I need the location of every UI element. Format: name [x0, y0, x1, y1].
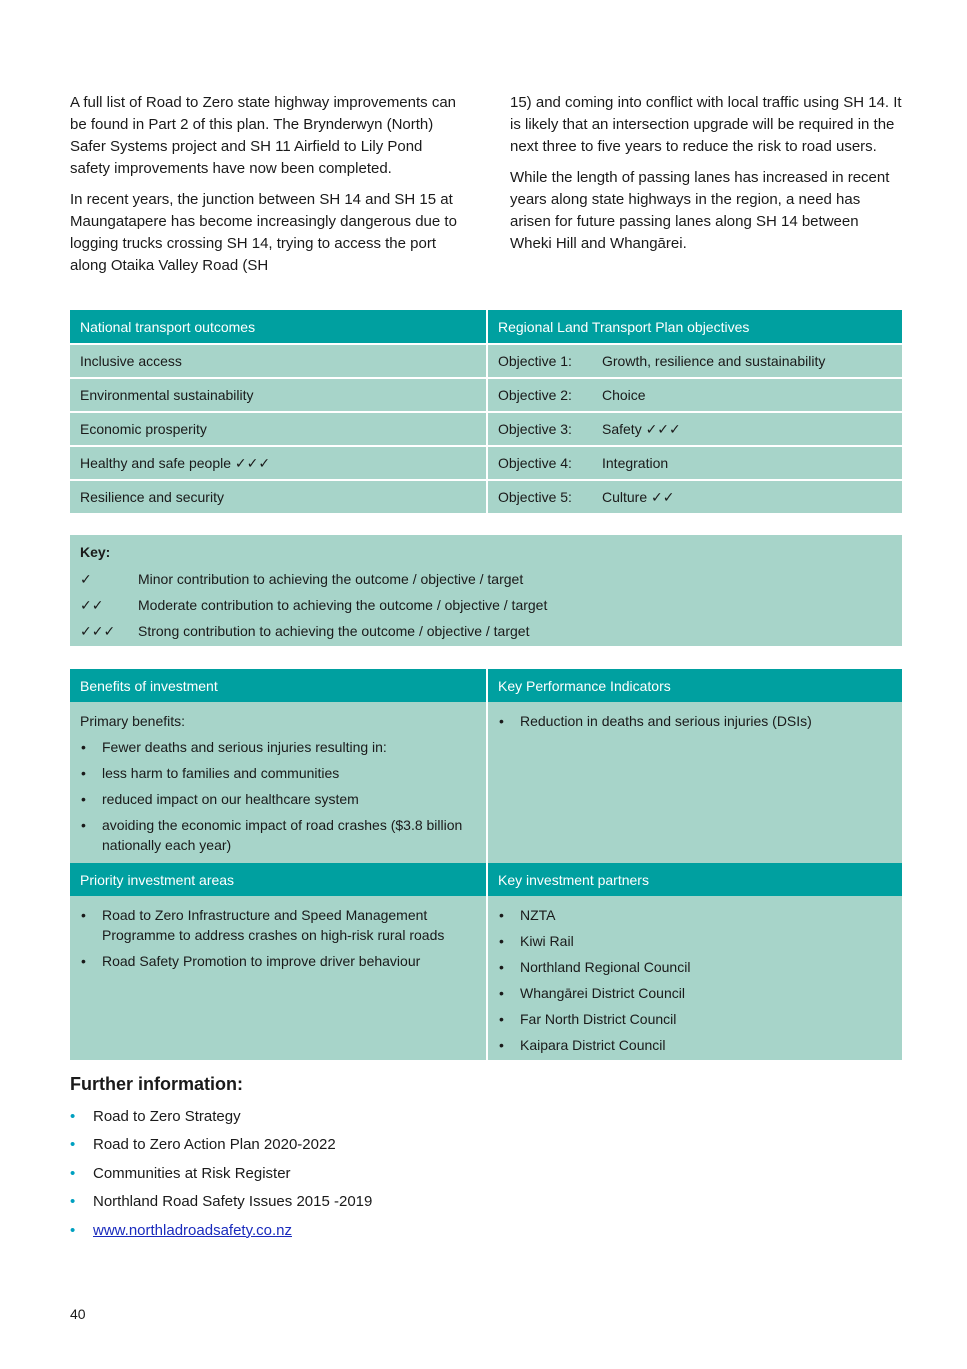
intro-paragraph: While the length of passing lanes has increased in recent years along state highways in the region, a need has arisen for future passing lanes along SH 14 between Wheki Hill and Whangārei.: [510, 169, 890, 252]
table-row: [70, 481, 902, 513]
outcome-cell: Environmental sustainability: [80, 387, 254, 403]
header-kpis: Key Performance Indicators: [486, 669, 902, 702]
kpi-list: [498, 711, 892, 731]
header-priority-areas: Priority investment areas: [80, 871, 235, 888]
header-benefits: Benefits of investment: [80, 677, 218, 694]
list-item: • Road Safety Promotion to improve driver behaviour: [80, 951, 476, 971]
benefits-list: [80, 737, 476, 855]
objective-text: Growth, resilience and sustainability: [602, 353, 826, 369]
list-item: • Kaipara District Council: [498, 1035, 892, 1055]
triple-check-icon: ✓✓✓: [80, 622, 116, 639]
objective-number: Objective 3:: [498, 421, 572, 437]
key-text: Strong contribution to achieving the outcome / objective / target: [138, 623, 530, 639]
outcome-cell: Inclusive access: [80, 353, 182, 369]
further-information-list: [70, 1103, 670, 1245]
list-item: [70, 1217, 670, 1245]
page-number: 40: [70, 1306, 86, 1322]
objective-number: Objective 1:: [498, 353, 572, 369]
header-rltp-objectives: Regional Land Transport Plan objectives: [486, 310, 902, 343]
list-item: • Northland Regional Council: [498, 957, 892, 977]
key-box: [70, 535, 902, 646]
intro-left-column: [70, 92, 462, 286]
list-item: • Reduction in deaths and serious injuries (DSIs): [498, 711, 892, 731]
outcomes-table: [70, 310, 902, 513]
list-item: • less harm to families and communities: [80, 763, 476, 783]
investment-header-row: [70, 669, 902, 702]
key-text: Minor contribution to achieving the outcome / objective / target: [138, 571, 524, 587]
further-information-title: Further information:: [70, 1074, 243, 1094]
list-item: • Road to Zero Action Plan 2020-2022: [70, 1131, 670, 1159]
benefits-row: [70, 702, 902, 863]
objective-cell: [486, 379, 902, 411]
objective-text: Safety ✓✓✓: [602, 420, 681, 437]
objective-cell: [486, 481, 902, 513]
key-text: Moderate contribution to achieving the outcome / objective / target: [138, 597, 548, 613]
table-row: [70, 413, 902, 447]
list-item: • Far North District Council: [498, 1009, 892, 1029]
list-item: • Whangārei District Council: [498, 983, 892, 1003]
list-item: • Communities at Risk Register: [70, 1160, 670, 1188]
key-item: [80, 618, 892, 644]
outcome-cell: Resilience and security: [80, 489, 224, 505]
objective-number: Objective 2:: [498, 387, 572, 403]
intro-paragraph: A full list of Road to Zero state highway improvements can be found in Part 2 of this plan. The Brynderwyn (North) Safer Systems project and SH 11 Airfield to Lily Pond safety improvements have now been completed.: [70, 94, 457, 177]
check-icon: ✓: [80, 570, 92, 587]
list-item: • Kiwi Rail: [498, 931, 892, 951]
priority-row: [70, 896, 902, 1060]
objective-cell: [486, 447, 902, 479]
outcome-cell: Healthy and safe people ✓✓✓: [80, 454, 271, 471]
list-item: • Northland Road Safety Issues 2015 -2019: [70, 1188, 670, 1216]
objective-cell: [486, 413, 902, 445]
objective-number: Objective 5:: [498, 489, 572, 505]
objective-number: Objective 4:: [498, 455, 572, 471]
header-national-outcomes: National transport outcomes: [80, 318, 256, 335]
priority-header-row: [70, 863, 902, 896]
kpi-cell: [486, 702, 902, 863]
partners-cell: [486, 896, 902, 1060]
partners-list: [498, 905, 892, 1055]
list-item: • Fewer deaths and serious injuries resulting in:: [80, 737, 476, 757]
objective-text: Integration: [602, 455, 669, 471]
further-information: [70, 1074, 670, 1245]
double-check-icon: ✓✓: [80, 596, 104, 613]
key-title: Key:: [80, 544, 111, 560]
priority-cell: [70, 896, 486, 1060]
intro-text: [70, 92, 902, 286]
intro-paragraph: In recent years, the junction between SH 14 and SH 15 at Maungatapere has become increasingly dangerous due to logging trucks crossing SH 14, trying to access the port along Otaika Valley Road (SH: [70, 191, 457, 274]
intro-right-column: [510, 92, 902, 286]
objective-text: Culture ✓✓: [602, 488, 675, 505]
benefits-cell: [70, 702, 486, 863]
list-item: • reduced impact on our healthcare system: [80, 789, 476, 809]
list-item: • Road to Zero Strategy: [70, 1103, 670, 1131]
list-item: • Road to Zero Infrastructure and Speed Management Programme to address crashes on high-risk rural roads: [80, 905, 476, 945]
investment-table: [70, 669, 902, 1060]
table-row: [70, 379, 902, 413]
priority-list: [80, 905, 476, 971]
key-item: [80, 566, 892, 592]
intro-paragraph: 15) and coming into conflict with local traffic using SH 14. It is likely that an intersection upgrade will be required in the next three to five years to reduce the risk to road users.: [510, 94, 902, 155]
list-item: • avoiding the economic impact of road crashes ($3.8 billion nationally each year): [80, 815, 476, 855]
table-row: [70, 345, 902, 379]
primary-benefits-label: Primary benefits:: [80, 713, 186, 729]
outcome-cell: Economic prosperity: [80, 421, 207, 437]
table-row: [70, 447, 902, 481]
road-safety-website-link[interactable]: www.northladroadsafety.co.nz: [93, 1221, 292, 1239]
list-item: • NZTA: [498, 905, 892, 925]
header-partners: Key investment partners: [486, 863, 902, 896]
objective-cell: [486, 345, 902, 377]
outcomes-table-header: [70, 310, 902, 345]
objective-text: Choice: [602, 387, 646, 403]
key-item: [80, 592, 892, 618]
